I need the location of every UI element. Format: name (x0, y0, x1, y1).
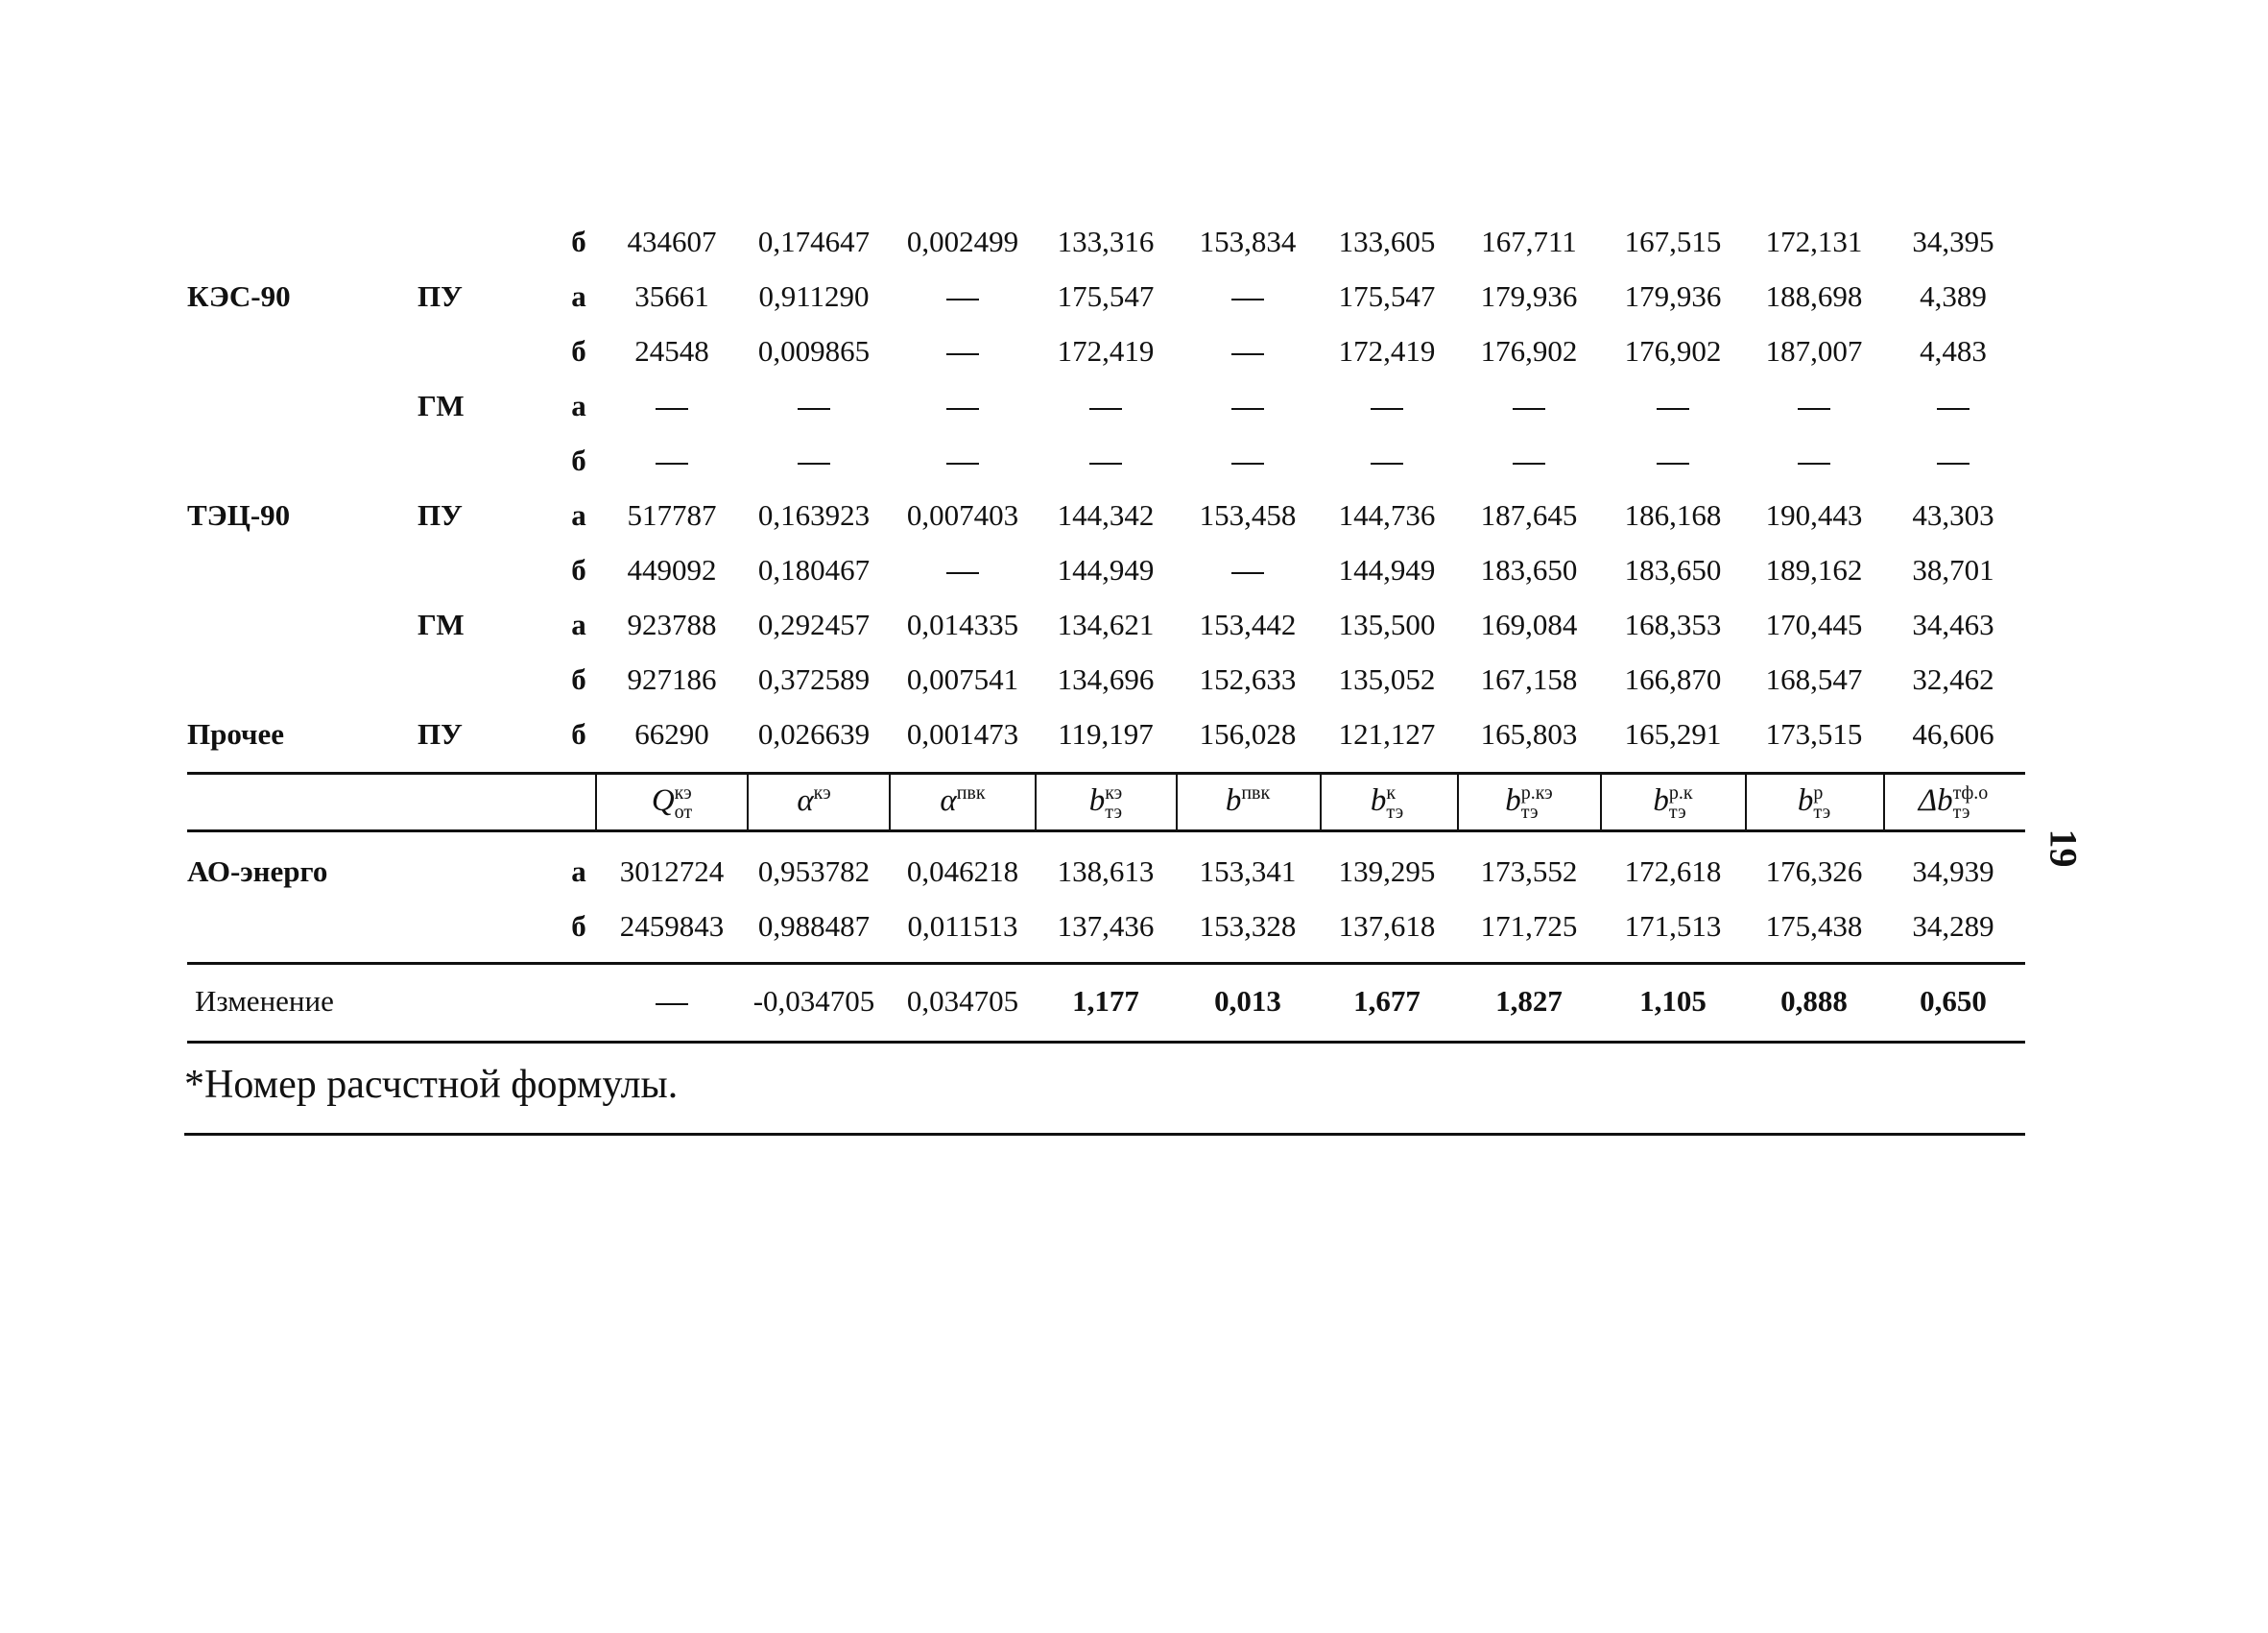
table-cell: 1,677 (1353, 984, 1420, 1018)
table-cell: 137,436 (1057, 909, 1155, 943)
table-cell: 166,870 (1624, 662, 1722, 696)
table-cell (1181, 543, 1315, 597)
row-variant-label: а (571, 854, 586, 888)
table-cell: 2459843 (619, 909, 725, 943)
table-cell: 144,949 (1057, 553, 1155, 587)
table-cell: 179,936 (1624, 279, 1722, 313)
ao-row (0, 845, 2268, 899)
header-superscript: кэ (813, 782, 831, 804)
table-cell: 187,645 (1480, 498, 1578, 532)
table-cell (895, 324, 1030, 378)
table-cell: 153,834 (1199, 225, 1297, 258)
footnote-bottom-rule (184, 1133, 2025, 1136)
table-cell: 135,052 (1338, 662, 1436, 696)
table-cell (1606, 434, 1740, 488)
table-cell: 189,162 (1765, 553, 1863, 587)
table-row (0, 270, 2268, 324)
table-cell: 119,197 (1058, 717, 1154, 751)
column-header (747, 776, 881, 826)
table-cell: 3012724 (619, 854, 725, 888)
header-superscript: к (1386, 782, 1397, 804)
table-cell: 923788 (627, 608, 717, 641)
header-superscript: пвк (956, 782, 986, 804)
ao-row (0, 900, 2268, 953)
column-header (1747, 776, 1881, 826)
header-superscript: пвк (1241, 782, 1271, 804)
table-cell: 168,353 (1624, 608, 1722, 641)
table-cell: 190,443 (1765, 498, 1863, 532)
header-subscript: тэ (1386, 802, 1404, 824)
table-cell (747, 434, 881, 488)
table-cell: 0,013 (1214, 984, 1281, 1018)
header-symbol: b (1653, 783, 1669, 818)
column-header (1181, 776, 1315, 826)
header-subscript (1241, 803, 1270, 822)
table-cell: 133,316 (1057, 225, 1155, 258)
header-symbol: b (1370, 783, 1387, 818)
header-indices (957, 783, 986, 822)
header-symbol: b (1797, 783, 1814, 818)
table-cell: 187,007 (1765, 334, 1863, 368)
table-cell: 172,419 (1057, 334, 1155, 368)
table-cell: 183,650 (1480, 553, 1578, 587)
table-cell: 156,028 (1199, 717, 1297, 751)
table-cell: 121,127 (1338, 717, 1436, 751)
table-cell (1320, 434, 1454, 488)
row-variant-label: а (571, 608, 586, 641)
table-cell: 172,131 (1765, 225, 1863, 258)
row-variant-label: б (571, 717, 586, 751)
header-symbol: Δb (1918, 783, 1953, 818)
table-cell (1181, 270, 1315, 324)
table-cell: 176,902 (1480, 334, 1578, 368)
table-cell: 4,389 (1920, 279, 1987, 313)
table-cell: 144,949 (1338, 553, 1436, 587)
column-header (1606, 776, 1740, 826)
table-cell: 1,177 (1072, 984, 1139, 1018)
table-row (0, 598, 2268, 652)
header-indices (1241, 783, 1270, 822)
header-indices (1669, 783, 1693, 822)
dash-mark (1657, 463, 1689, 465)
table-cell: 152,633 (1199, 662, 1297, 696)
table-cell (1181, 434, 1315, 488)
table-cell: 138,613 (1057, 854, 1155, 888)
column-separator (1883, 774, 1885, 831)
table-cell: 167,158 (1480, 662, 1578, 696)
header-top-rule (187, 772, 2025, 775)
row-subgroup-label: ГМ (418, 389, 465, 422)
table-cell: 144,736 (1338, 498, 1436, 532)
header-subscript (814, 803, 831, 822)
table-row (0, 379, 2268, 433)
dash-mark (1937, 408, 1970, 410)
table-cell: 0,009865 (757, 334, 871, 368)
header-bottom-rule (187, 829, 2025, 832)
column-separator (1600, 774, 1602, 831)
dash-mark (946, 463, 979, 465)
table-cell: 139,295 (1338, 854, 1436, 888)
table-cell: 153,341 (1199, 854, 1297, 888)
row-group-label: КЭС-90 (187, 279, 291, 313)
table-cell: 175,547 (1057, 279, 1155, 313)
table-cell: 0,953782 (757, 854, 871, 888)
table-cell (1462, 379, 1596, 433)
row-variant-label: а (571, 279, 586, 313)
dash-mark (1798, 408, 1830, 410)
row-subgroup-label: ПУ (418, 279, 463, 313)
table-row (0, 543, 2268, 597)
table-cell: 170,445 (1765, 608, 1863, 641)
table-cell (895, 379, 1030, 433)
table-row (0, 489, 2268, 542)
table-cell: 134,621 (1057, 608, 1155, 641)
table-cell: 0,911290 (758, 279, 870, 313)
dash-mark (1089, 463, 1122, 465)
table-cell: 0,001473 (906, 717, 1019, 751)
header-symbol: b (1088, 783, 1106, 818)
header-subscript: тэ (1813, 802, 1831, 824)
table-cell: 0,292457 (757, 608, 871, 641)
column-header (605, 776, 739, 826)
dash-mark (1371, 463, 1403, 465)
row-variant-label: а (571, 389, 586, 422)
table-cell: 169,084 (1480, 608, 1578, 641)
header-indices (814, 783, 831, 822)
table-cell: 927186 (627, 662, 717, 696)
row-variant-label: б (571, 334, 586, 368)
dash-mark (1089, 408, 1122, 410)
header-symbol: α (940, 783, 957, 818)
table-cell (895, 270, 1030, 324)
table-row (0, 653, 2268, 707)
dash-mark (798, 408, 830, 410)
row-variant-label: б (571, 909, 586, 943)
dash-mark (1231, 299, 1264, 300)
header-subscript: тэ (1105, 802, 1123, 824)
dash-mark (946, 572, 979, 574)
table-cell: 1,105 (1639, 984, 1707, 1018)
header-subscript (957, 803, 986, 822)
table-cell: 165,291 (1624, 717, 1722, 751)
table-cell: 0,007403 (906, 498, 1019, 532)
dash-mark (1231, 572, 1264, 574)
table-cell: 32,462 (1912, 662, 1994, 696)
table-cell: 176,326 (1765, 854, 1863, 888)
table-cell (1320, 379, 1454, 433)
table-cell: 173,515 (1765, 717, 1863, 751)
table-cell: 434607 (627, 225, 717, 258)
table-cell (1039, 379, 1173, 433)
table-cell (1747, 434, 1881, 488)
table-cell: 0,888 (1780, 984, 1848, 1018)
dash-mark (1937, 463, 1970, 465)
table-cell: 0,011513 (907, 909, 1018, 943)
header-subscript: тэ (1952, 802, 1970, 824)
table-cell: 0,046218 (906, 854, 1019, 888)
table-row (0, 708, 2268, 761)
header-symbol: Q (651, 783, 675, 818)
table-cell: 0,014335 (906, 608, 1019, 641)
ao-bottom-rule (187, 962, 2025, 965)
header-indices (1953, 783, 1989, 822)
table-cell (1886, 379, 2020, 433)
dash-mark (1231, 463, 1264, 465)
table-cell: 168,547 (1765, 662, 1863, 696)
header-indices (1813, 783, 1830, 822)
dash-mark (946, 353, 979, 355)
table-cell: 0,163923 (757, 498, 871, 532)
column-header (1886, 776, 2020, 826)
header-indices (1386, 783, 1403, 822)
header-indices (675, 783, 692, 822)
table-cell: 0,988487 (757, 909, 871, 943)
header-superscript: кэ (674, 782, 692, 804)
table-cell: 0,650 (1920, 984, 1987, 1018)
header-superscript: кэ (1105, 782, 1123, 804)
table-cell (1606, 379, 1740, 433)
page-number: 19 (2041, 829, 2086, 868)
dash-mark (1657, 408, 1689, 410)
row-variant-label: б (571, 553, 586, 587)
table-cell: 1,827 (1495, 984, 1563, 1018)
ao-label: АО-энерго (187, 854, 328, 888)
table-cell: 134,696 (1057, 662, 1155, 696)
table-cell: 186,168 (1624, 498, 1722, 532)
header-symbol: b (1225, 783, 1242, 818)
table-row (0, 215, 2268, 269)
header-superscript: р.кэ (1520, 782, 1553, 804)
column-header (1462, 776, 1596, 826)
dash-mark (656, 1003, 688, 1005)
table-cell: 153,458 (1199, 498, 1297, 532)
table-cell (895, 543, 1030, 597)
row-variant-label: б (571, 444, 586, 477)
table-cell: 0,026639 (757, 717, 871, 751)
header-superscript: тф.о (1952, 782, 1989, 804)
change-label: Изменение (195, 984, 334, 1018)
table-row (0, 324, 2268, 378)
table-cell (595, 974, 749, 1028)
row-group-label: Прочее (187, 717, 285, 751)
table-cell (605, 434, 739, 488)
header-subscript: тэ (1520, 802, 1539, 824)
column-header (1320, 776, 1454, 826)
table-cell: 176,902 (1624, 334, 1722, 368)
table-cell (605, 379, 739, 433)
column-separator (889, 774, 891, 831)
table-cell: 34,939 (1912, 854, 1994, 888)
table-cell: 4,483 (1920, 334, 1987, 368)
dash-mark (1371, 408, 1403, 410)
table-cell: 35661 (634, 279, 709, 313)
table-cell: 43,303 (1912, 498, 1994, 532)
dash-mark (1798, 463, 1830, 465)
table-cell: 34,289 (1912, 909, 1994, 943)
table-cell: 172,419 (1338, 334, 1436, 368)
footnote: *Номер расчстной формулы. (184, 1063, 679, 1107)
row-variant-label: б (571, 225, 586, 258)
table-cell: 153,328 (1199, 909, 1297, 943)
column-separator (595, 774, 597, 831)
table-cell: 172,618 (1624, 854, 1722, 888)
change-row (0, 974, 2268, 1028)
header-symbol: b (1505, 783, 1521, 818)
table-cell: 38,701 (1912, 553, 1994, 587)
change-bottom-rule (187, 1041, 2025, 1044)
table-cell: 24548 (634, 334, 709, 368)
table-cell (1747, 379, 1881, 433)
table-cell: 137,618 (1338, 909, 1436, 943)
table-cell: 188,698 (1765, 279, 1863, 313)
dash-mark (1231, 408, 1264, 410)
table-cell: 0,002499 (906, 225, 1019, 258)
row-variant-label: а (571, 498, 586, 532)
table-cell: 167,711 (1481, 225, 1577, 258)
table-cell: -0,034705 (752, 984, 875, 1018)
table-cell: 66290 (634, 717, 709, 751)
table-cell: 171,513 (1624, 909, 1722, 943)
column-separator (1035, 774, 1037, 831)
header-superscript: р.к (1668, 782, 1693, 804)
table-cell: 0,174647 (757, 225, 871, 258)
table-cell: 0,180467 (757, 553, 871, 587)
table-cell: 165,803 (1480, 717, 1578, 751)
column-separator (1176, 774, 1178, 831)
table-cell: 34,395 (1912, 225, 1994, 258)
table-cell: 175,438 (1765, 909, 1863, 943)
table-cell (895, 434, 1030, 488)
table-cell: 0,372589 (757, 662, 871, 696)
table-cell: 179,936 (1480, 279, 1578, 313)
dash-mark (1513, 408, 1545, 410)
table-cell: 449092 (627, 553, 717, 587)
table-cell: 135,500 (1338, 608, 1436, 641)
column-header (895, 776, 1030, 826)
dash-mark (798, 463, 830, 465)
table-cell: 0,007541 (906, 662, 1019, 696)
table-cell: 175,547 (1338, 279, 1436, 313)
dash-mark (656, 408, 688, 410)
table-cell: 517787 (627, 498, 717, 532)
table-cell (1181, 324, 1315, 378)
dash-mark (1513, 463, 1545, 465)
header-superscript: р (1813, 782, 1824, 804)
dash-mark (1231, 353, 1264, 355)
row-subgroup-label: ПУ (418, 498, 463, 532)
table-cell: 34,463 (1912, 608, 1994, 641)
column-header (1039, 776, 1173, 826)
table-cell: 133,605 (1338, 225, 1436, 258)
table-cell: 167,515 (1624, 225, 1722, 258)
column-separator (1457, 774, 1459, 831)
table-cell (1181, 379, 1315, 433)
dash-mark (946, 299, 979, 300)
row-subgroup-label: ГМ (418, 608, 465, 641)
row-subgroup-label: ПУ (418, 717, 463, 751)
table-cell: 153,442 (1199, 608, 1297, 641)
table-cell: 46,606 (1912, 717, 1994, 751)
row-variant-label: б (571, 662, 586, 696)
table-cell: 0,034705 (906, 984, 1019, 1018)
header-subscript: от (674, 802, 693, 824)
table-cell (1886, 434, 2020, 488)
header-indices (1521, 783, 1553, 822)
table-cell (747, 379, 881, 433)
table-cell: 171,725 (1480, 909, 1578, 943)
table-row (0, 434, 2268, 488)
row-group-label: ТЭЦ-90 (187, 498, 291, 532)
table-cell: 183,650 (1624, 553, 1722, 587)
dash-mark (656, 463, 688, 465)
table-cell (1039, 434, 1173, 488)
table-cell: 144,342 (1057, 498, 1155, 532)
header-subscript: тэ (1668, 802, 1686, 824)
table-cell (1462, 434, 1596, 488)
table-cell: 173,552 (1480, 854, 1578, 888)
dash-mark (946, 408, 979, 410)
header-symbol: α (797, 783, 814, 818)
header-indices (1105, 783, 1122, 822)
